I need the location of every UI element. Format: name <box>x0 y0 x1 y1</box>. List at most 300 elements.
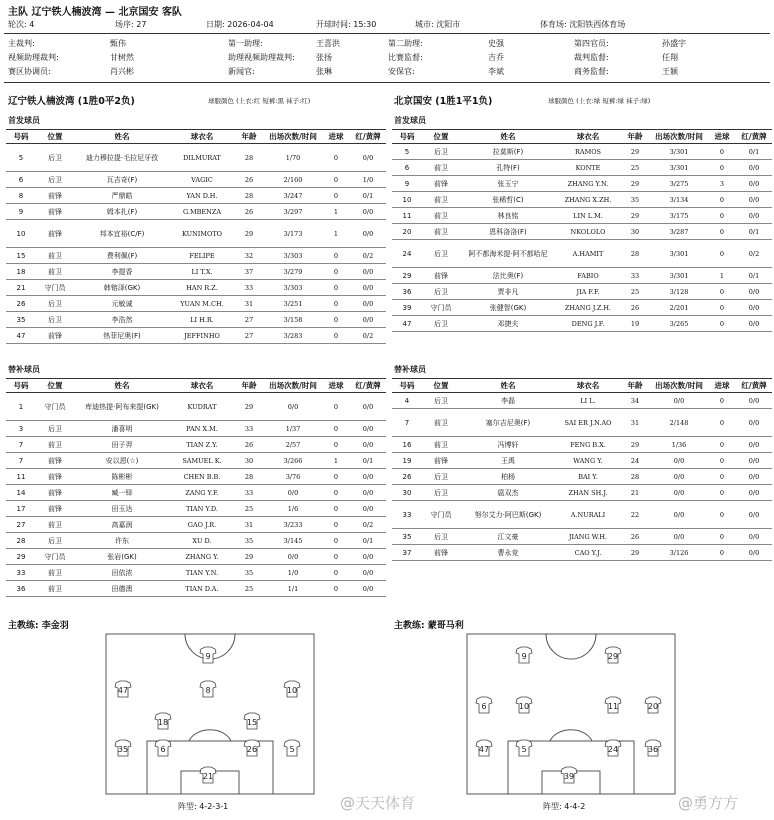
player-cell: LI H.R. <box>170 312 234 328</box>
shirt-number: 47 <box>117 686 129 695</box>
player-cell: 26 <box>234 172 264 188</box>
player-cell: 0/1 <box>350 533 386 549</box>
player-cell: 0/0 <box>650 485 708 501</box>
player-cell: 35 <box>234 533 264 549</box>
player-cell: 守门员 <box>36 280 74 296</box>
column-header: 出场次数/时间 <box>264 379 322 393</box>
player-cell: 0/0 <box>736 160 772 176</box>
player-cell: KONTE <box>556 160 620 176</box>
column-header: 进球 <box>708 130 736 144</box>
player-cell: 17 <box>6 501 36 517</box>
player-cell: 0/0 <box>736 316 772 332</box>
player-row <box>6 437 386 453</box>
player-cell: 25 <box>620 160 650 176</box>
player-cell: 3/247 <box>264 188 322 204</box>
player-cell: 11 <box>392 208 422 224</box>
player-cell: 0/0 <box>736 284 772 300</box>
player-row <box>6 144 386 172</box>
player-cell: 前锋 <box>422 176 460 192</box>
away-subs-table <box>392 378 772 561</box>
column-header: 出场次数/时间 <box>264 130 322 144</box>
meta-item: 开球时间: 15:30 <box>316 20 377 29</box>
player-cell: RAMOS <box>556 144 620 160</box>
player-cell: 张健智(GK) <box>460 300 556 316</box>
player-cell: 前锋 <box>422 545 460 561</box>
home-coach: 主教练: 李金羽 <box>8 621 69 631</box>
player-cell: DENG J.F. <box>556 316 620 332</box>
player-row <box>6 421 386 437</box>
player-cell: 张玉宁 <box>460 176 556 192</box>
watermark-2: @勇方方 <box>678 794 739 812</box>
player-cell: YUAN M.CH. <box>170 296 234 312</box>
player-cell: 0/0 <box>736 437 772 453</box>
player-cell: 26 <box>234 204 264 220</box>
player-cell: 0 <box>708 485 736 501</box>
player-cell: 0/0 <box>350 581 386 597</box>
player-cell: 27 <box>234 312 264 328</box>
player-cell: FENG B.X. <box>556 437 620 453</box>
player-cell: 后卫 <box>422 485 460 501</box>
official-label: 新闻官: <box>228 67 255 76</box>
player-cell: 29 <box>234 220 264 248</box>
official-name: 任翔 <box>662 53 678 62</box>
player-cell: 0 <box>708 453 736 469</box>
player-cell: 张岩(GK) <box>74 549 170 565</box>
column-header: 红/黄牌 <box>350 379 386 393</box>
player-cell: 0/0 <box>264 549 322 565</box>
column-header: 年龄 <box>620 379 650 393</box>
player-cell: SAMUEL K. <box>170 453 234 469</box>
player-cell: 高嘉润 <box>74 517 170 533</box>
official-name: 吉乔 <box>488 53 504 62</box>
player-row <box>392 485 772 501</box>
player-cell: 1/6 <box>264 501 322 517</box>
player-row <box>392 268 772 284</box>
player-cell: 35 <box>392 529 422 545</box>
player-cell: 0 <box>322 312 350 328</box>
player-cell: 0/0 <box>350 144 386 172</box>
player-cell: 28 <box>234 188 264 204</box>
player-cell: 前卫 <box>422 208 460 224</box>
player-cell: 1 <box>6 393 36 421</box>
player-row <box>392 300 772 316</box>
player-cell: 1 <box>322 453 350 469</box>
player-cell: 1 <box>322 220 350 248</box>
player-cell: 3/287 <box>650 224 708 240</box>
player-cell: 法比奥(F) <box>460 268 556 284</box>
player-cell: 0/0 <box>350 393 386 421</box>
player-cell: VAGIC <box>170 172 234 188</box>
player-cell: 后卫 <box>36 144 74 172</box>
player-cell: 34 <box>620 393 650 409</box>
away-formation: 阵型: 4-4-2 <box>543 802 586 811</box>
player-cell: LI L. <box>556 393 620 409</box>
player-row <box>6 312 386 328</box>
player-cell: 0 <box>708 224 736 240</box>
player-cell: 守门员 <box>36 549 74 565</box>
player-row <box>392 160 772 176</box>
player-cell: SAI ER J.N.AO <box>556 409 620 437</box>
player-cell: 3/279 <box>264 264 322 280</box>
player-cell: 0 <box>708 284 736 300</box>
official-label: 第一助理: <box>228 39 263 48</box>
away-kit: 球服颜色 (上衣:绿 短裤:绿 袜子:绿) <box>548 97 651 105</box>
player-cell: 29 <box>620 144 650 160</box>
player-cell: 前锋 <box>36 501 74 517</box>
player-cell: 3/303 <box>264 280 322 296</box>
player-row <box>6 328 386 344</box>
column-header: 年龄 <box>234 130 264 144</box>
meta-item: 城市: 沈阳市 <box>415 20 461 29</box>
player-cell: 田依浓 <box>74 565 170 581</box>
player-cell: 22 <box>620 501 650 529</box>
player-cell: 0 <box>708 545 736 561</box>
player-cell: KUDRAT <box>170 393 234 421</box>
player-cell: 0 <box>322 264 350 280</box>
player-cell: 3/303 <box>264 248 322 264</box>
player-cell: 26 <box>620 300 650 316</box>
player-cell: 33 <box>6 565 36 581</box>
player-cell: 林良铭 <box>460 208 556 224</box>
meta-item: 轮次: 4 <box>8 20 35 29</box>
player-cell: ZANG Y.F. <box>170 485 234 501</box>
player-cell: 7 <box>6 453 36 469</box>
meta-item: 场序: 27 <box>115 20 147 29</box>
player-cell: 28 <box>620 240 650 268</box>
player-cell: 0/0 <box>350 565 386 581</box>
official-name: 孙盛宇 <box>662 39 686 48</box>
player-cell: 0 <box>322 485 350 501</box>
player-cell: 前卫 <box>422 409 460 437</box>
player-cell: 25 <box>234 501 264 517</box>
player-cell: 29 <box>620 176 650 192</box>
player-cell: 29 <box>620 545 650 561</box>
player-cell: 1 <box>708 268 736 284</box>
player-cell: 3/126 <box>650 545 708 561</box>
player-cell: 潘喜明 <box>74 421 170 437</box>
player-cell: 后卫 <box>36 312 74 328</box>
player-cell: 前锋 <box>422 453 460 469</box>
player-cell: 2/57 <box>264 437 322 453</box>
player-cell: 后卫 <box>422 529 460 545</box>
player-cell: 25 <box>234 581 264 597</box>
player-cell: ZHANG X.ZH. <box>556 192 620 208</box>
player-cell: 0 <box>322 581 350 597</box>
column-header: 球衣名 <box>170 130 234 144</box>
player-cell: 29 <box>392 268 422 284</box>
player-cell: 35 <box>234 565 264 581</box>
player-cell: 3 <box>708 176 736 192</box>
official-name: 肖兴彬 <box>110 67 134 76</box>
player-row <box>392 437 772 453</box>
player-cell: KUNIMOTO <box>170 220 234 248</box>
player-row <box>6 565 386 581</box>
player-cell: 0 <box>322 393 350 421</box>
player-cell: TIAN D.A. <box>170 581 234 597</box>
player-cell: 31 <box>234 517 264 533</box>
player-cell: 0/0 <box>736 393 772 409</box>
official-label: 商务监督: <box>574 67 609 76</box>
player-cell: 柏杨 <box>460 469 556 485</box>
player-cell: 3/301 <box>650 160 708 176</box>
player-cell: 0 <box>322 144 350 172</box>
column-header: 姓名 <box>74 379 170 393</box>
player-cell: 前卫 <box>36 565 74 581</box>
player-cell: 0 <box>708 240 736 268</box>
player-cell: 29 <box>234 393 264 421</box>
player-cell: 0 <box>322 296 350 312</box>
player-cell: 0/0 <box>350 204 386 220</box>
player-cell: A.HAMIT <box>556 240 620 268</box>
player-cell: 0/0 <box>736 469 772 485</box>
player-cell: 拉莫斯(F) <box>460 144 556 160</box>
player-row <box>6 280 386 296</box>
player-cell: HAN R.Z. <box>170 280 234 296</box>
home-starters-label: 首发球员 <box>8 116 40 125</box>
column-header: 红/黄牌 <box>736 130 772 144</box>
player-cell: 0/0 <box>650 453 708 469</box>
player-cell: 35 <box>620 192 650 208</box>
player-cell: 10 <box>392 192 422 208</box>
player-cell: 0/0 <box>350 501 386 517</box>
official-name: 甘树然 <box>110 53 134 62</box>
player-cell: 0 <box>708 192 736 208</box>
away-starters-table <box>392 129 772 332</box>
shirt-number: 10 <box>518 702 530 711</box>
meta-item: 日期: 2026-04-04 <box>206 20 274 29</box>
column-header: 红/黄牌 <box>350 130 386 144</box>
watermark-1: @天天体育 <box>340 794 416 812</box>
shirt-number: 6 <box>160 745 166 754</box>
player-cell: PAN X.M. <box>170 421 234 437</box>
away-starters-label: 首发球员 <box>394 116 426 125</box>
player-cell: FELIPE <box>170 248 234 264</box>
player-cell: 0/0 <box>736 545 772 561</box>
player-row <box>392 453 772 469</box>
player-cell: 18 <box>6 264 36 280</box>
player-cell: 26 <box>234 437 264 453</box>
player-cell: 守门员 <box>422 501 460 529</box>
player-cell: BAI Y. <box>556 469 620 485</box>
home-starters-table <box>6 129 386 344</box>
column-header: 出场次数/时间 <box>650 379 708 393</box>
player-cell: 21 <box>6 280 36 296</box>
official-label: 比赛监督: <box>388 53 423 62</box>
player-cell: 0/0 <box>350 549 386 565</box>
player-cell: 江文豪 <box>460 529 556 545</box>
player-cell: 0/0 <box>350 264 386 280</box>
player-cell: 前卫 <box>36 248 74 264</box>
player-cell: 前锋 <box>36 188 74 204</box>
player-cell: 库迪热提·阿布来提(GK) <box>74 393 170 421</box>
official-name: 李斌 <box>488 67 504 76</box>
official-name: 张扬 <box>316 53 332 62</box>
player-cell: 27 <box>234 328 264 344</box>
player-cell: 3/266 <box>264 453 322 469</box>
player-cell: 30 <box>392 485 422 501</box>
player-cell: 0/0 <box>650 469 708 485</box>
player-cell: 0 <box>708 144 736 160</box>
player-row <box>392 176 772 192</box>
player-cell: 韩镕泽(GK) <box>74 280 170 296</box>
player-cell: CHEN B.B. <box>170 469 234 485</box>
player-cell: LI T.X. <box>170 264 234 280</box>
player-cell: 前卫 <box>36 581 74 597</box>
player-cell: G.MBENZA <box>170 204 234 220</box>
player-cell: 16 <box>392 437 422 453</box>
shirt-number: 29 <box>607 652 619 661</box>
player-cell: A.NURALI <box>556 501 620 529</box>
player-cell: 3/265 <box>650 316 708 332</box>
player-row <box>6 501 386 517</box>
player-cell: 0/0 <box>350 220 386 248</box>
player-row <box>6 248 386 264</box>
player-cell: 前卫 <box>36 517 74 533</box>
player-cell: 0 <box>708 316 736 332</box>
official-name: 王喜洪 <box>316 39 340 48</box>
player-row <box>392 284 772 300</box>
player-cell: 1/0 <box>264 565 322 581</box>
player-cell: 0 <box>708 437 736 453</box>
player-cell: 0 <box>708 300 736 316</box>
column-header: 出场次数/时间 <box>650 130 708 144</box>
meta-item: 体育场: 沈阳铁西体育场 <box>540 20 626 29</box>
player-cell: JIA F.F. <box>556 284 620 300</box>
official-label: 安保官: <box>388 67 415 76</box>
shirt-number: 39 <box>563 772 575 781</box>
player-cell: 0/0 <box>736 192 772 208</box>
player-cell: 29 <box>6 549 36 565</box>
player-cell: 47 <box>6 328 36 344</box>
player-cell: 0/0 <box>736 529 772 545</box>
player-row <box>6 469 386 485</box>
shirt-number: 24 <box>607 745 619 754</box>
player-cell: 严鼎皓 <box>74 188 170 204</box>
player-cell: 前卫 <box>36 437 74 453</box>
away-subs-label: 替补球员 <box>394 365 426 374</box>
shirt-number: 47 <box>478 745 490 754</box>
player-cell: 39 <box>392 300 422 316</box>
player-cell: 0/1 <box>736 224 772 240</box>
player-cell: 33 <box>234 421 264 437</box>
player-cell: 28 <box>234 469 264 485</box>
player-cell: 6 <box>6 172 36 188</box>
player-cell: 姆本扎(F) <box>74 204 170 220</box>
official-name: 史强 <box>488 39 504 48</box>
player-cell: 0/0 <box>736 176 772 192</box>
away-formation-pitch <box>466 633 676 795</box>
player-cell: 31 <box>620 409 650 437</box>
column-header: 进球 <box>708 379 736 393</box>
player-row <box>6 264 386 280</box>
shirt-number: 11 <box>607 702 619 711</box>
player-row <box>392 545 772 561</box>
player-cell: 33 <box>234 280 264 296</box>
home-subs-label: 替补球员 <box>8 365 40 374</box>
player-cell: 0 <box>322 172 350 188</box>
player-row <box>392 224 772 240</box>
player-cell: JIANG W.H. <box>556 529 620 545</box>
shirt-number: 20 <box>647 702 659 711</box>
player-cell: 后卫 <box>422 469 460 485</box>
player-cell: 前锋 <box>36 204 74 220</box>
player-cell: 0/0 <box>264 485 322 501</box>
player-cell: 后卫 <box>422 393 460 409</box>
player-cell: 李提香 <box>74 264 170 280</box>
player-cell: 0/2 <box>736 240 772 268</box>
player-cell: 守门员 <box>36 393 74 421</box>
player-cell: 0 <box>322 565 350 581</box>
match-title: 主队 辽宁铁人楠波湾 — 北京国安 客队 <box>8 7 182 18</box>
player-cell: 扈双杰 <box>460 485 556 501</box>
player-cell: 元敏诚 <box>74 296 170 312</box>
player-cell: 恩科洛洛(F) <box>460 224 556 240</box>
player-cell: 王禹 <box>460 453 556 469</box>
shirt-number: 21 <box>202 772 214 781</box>
home-team-name: 辽宁铁人楠波湾 (1胜0平2负) <box>8 96 135 107</box>
player-cell: NKOLOLO <box>556 224 620 240</box>
column-header: 红/黄牌 <box>736 379 772 393</box>
player-cell: 2/148 <box>650 409 708 437</box>
player-cell: 贾非凡 <box>460 284 556 300</box>
shirt-number: 8 <box>205 686 211 695</box>
player-cell: 3/76 <box>264 469 322 485</box>
player-cell: 14 <box>6 485 36 501</box>
player-cell: 0 <box>322 280 350 296</box>
player-row <box>392 469 772 485</box>
home-subs-table <box>6 378 386 597</box>
player-cell: 李磊 <box>460 393 556 409</box>
column-header: 进球 <box>322 130 350 144</box>
player-cell: 0/0 <box>736 300 772 316</box>
player-row <box>392 501 772 529</box>
player-cell: 迪力穆拉提·毛拉尼牙孜 <box>74 144 170 172</box>
player-cell: 邓捷夫 <box>460 316 556 332</box>
player-cell: 田子羿 <box>74 437 170 453</box>
player-row <box>6 549 386 565</box>
player-cell: 3/145 <box>264 533 322 549</box>
player-row <box>6 517 386 533</box>
player-cell: 33 <box>620 268 650 284</box>
shirt-number: 35 <box>117 745 129 754</box>
shirt-number: 15 <box>246 718 258 727</box>
player-cell: 3/175 <box>650 208 708 224</box>
player-cell: 3 <box>6 421 36 437</box>
player-cell: 26 <box>6 296 36 312</box>
player-cell: 0/0 <box>350 296 386 312</box>
player-cell: 热菲尼奥(F) <box>74 328 170 344</box>
player-cell: 29 <box>620 437 650 453</box>
player-cell: 0/0 <box>736 208 772 224</box>
player-row <box>6 581 386 597</box>
player-cell: YAN D.H. <box>170 188 234 204</box>
player-cell: 6 <box>392 160 422 176</box>
official-label: 赛区协调员: <box>8 67 51 76</box>
shirt-number: 26 <box>246 745 258 754</box>
player-cell: 0 <box>322 469 350 485</box>
official-label: 裁判监督: <box>574 53 609 62</box>
player-cell: 0 <box>708 469 736 485</box>
player-cell: 27 <box>6 517 36 533</box>
player-cell: 33 <box>392 501 422 529</box>
column-header: 位置 <box>422 130 460 144</box>
column-header: 年龄 <box>234 379 264 393</box>
player-row <box>392 529 772 545</box>
player-cell: 0/1 <box>736 268 772 284</box>
player-row <box>392 409 772 437</box>
player-cell: 阿不都海米提·阿不都哈尼 <box>460 240 556 268</box>
official-label: 第四官员: <box>574 39 609 48</box>
